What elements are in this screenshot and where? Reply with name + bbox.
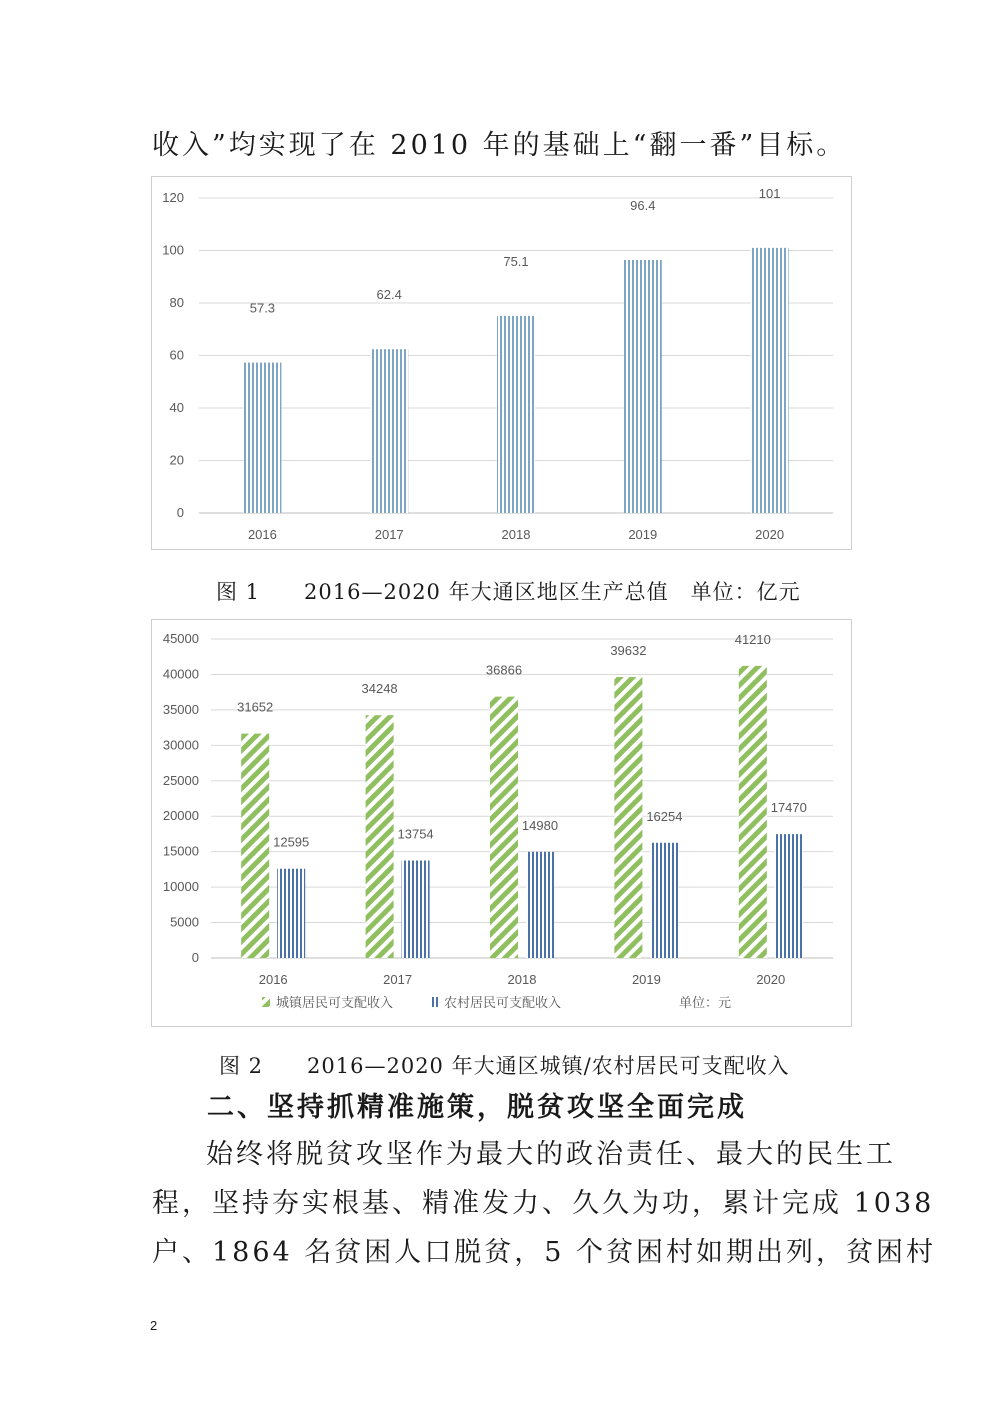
x-tick-label: 2016	[247, 527, 277, 542]
gdp-bar-chart-svg	[152, 177, 851, 549]
legend-label: 城镇居民可支配收入	[276, 995, 394, 1010]
x-tick-label: 2020	[756, 972, 786, 987]
y-tick-label: 0	[191, 950, 199, 965]
y-tick-label: 20000	[162, 808, 199, 824]
bar	[526, 852, 554, 958]
x-tick-label: 2019	[628, 527, 658, 542]
data-label: 36866	[485, 662, 523, 678]
y-tick-label: 35000	[162, 701, 199, 717]
legend-swatch	[430, 997, 438, 1007]
paragraph-line-3: 户、1864 名贫困人口脱贫，5 个贫困村如期出列，贫困村	[152, 1237, 937, 1268]
y-tick-label: 100	[162, 242, 184, 258]
income-chart	[151, 619, 852, 1027]
intro-line-end: 收入”均实现了在 2010 年的基础上“翻一番”目标。	[152, 130, 847, 161]
data-label: 75.1	[503, 253, 529, 269]
x-tick-label: 2017	[374, 527, 404, 542]
data-label: 12595	[273, 834, 310, 850]
data-label: 13754	[397, 826, 434, 842]
bar	[490, 697, 518, 958]
data-label: 62.4	[376, 287, 402, 303]
data-label: 14980	[521, 817, 559, 833]
paragraph-line-2: 程，坚持夯实根基、精准发力、久久为功，累计完成 1038	[152, 1188, 935, 1219]
y-tick-label: 10000	[162, 879, 199, 895]
y-tick-label: 45000	[162, 631, 199, 646]
y-tick-label: 80	[169, 295, 184, 310]
data-label: 31652	[237, 699, 274, 715]
page-number: 2	[150, 1318, 158, 1333]
bar	[739, 666, 767, 958]
x-tick-label: 2020	[755, 527, 785, 542]
x-tick-label: 2018	[501, 527, 531, 542]
y-tick-label: 20	[169, 452, 184, 468]
y-tick-label: 15000	[162, 843, 199, 859]
bar	[243, 363, 281, 513]
section-heading: 二、坚持抓精准施策，脱贫攻坚全面完成	[207, 1092, 747, 1123]
x-tick-label: 2018	[507, 972, 537, 987]
y-tick-label: 0	[176, 505, 184, 520]
paragraph-line-1: 始终将脱贫攻坚作为最大的政治责任、最大的民生工	[206, 1139, 896, 1170]
data-label: 39632	[610, 643, 647, 659]
data-label: 96.4	[630, 197, 656, 213]
data-label: 17470	[770, 800, 807, 816]
figure-1-caption: 图 1 2016—2020 年大通区地区生产总值 单位：亿元	[216, 580, 801, 604]
y-tick-label: 5000	[170, 914, 199, 930]
data-label: 101	[758, 185, 781, 201]
y-tick-label: 40000	[162, 666, 199, 682]
bar	[775, 834, 803, 958]
bar	[624, 260, 662, 513]
x-tick-label: 2016	[258, 972, 288, 987]
bar	[366, 715, 394, 958]
bar	[650, 843, 678, 958]
income-bar-chart-svg	[152, 620, 851, 1026]
figure-2-caption: 图 2 2016—2020 年大通区城镇/农村居民可支配收入	[219, 1054, 790, 1078]
data-label: 57.3	[249, 300, 276, 316]
legend-swatch	[262, 997, 270, 1007]
y-tick-label: 40	[169, 400, 184, 415]
y-tick-label: 60	[169, 347, 184, 363]
y-tick-label: 25000	[162, 772, 199, 788]
x-tick-label: 2017	[383, 972, 413, 987]
x-tick-label: 2019	[631, 972, 661, 987]
unit-note: 单位：元	[679, 995, 732, 1010]
bar	[402, 860, 430, 958]
gdp-chart	[151, 176, 852, 550]
data-label: 16254	[646, 808, 683, 824]
bar	[751, 248, 789, 513]
bar	[614, 677, 642, 958]
data-label: 34248	[361, 681, 398, 697]
y-tick-label: 120	[162, 190, 184, 205]
data-label: 41210	[734, 631, 771, 647]
bar	[277, 869, 305, 958]
legend-label: 农村居民可支配收入	[444, 995, 562, 1010]
bar	[370, 349, 408, 513]
bar	[497, 316, 535, 513]
y-tick-label: 30000	[162, 737, 199, 753]
bar	[241, 734, 269, 958]
